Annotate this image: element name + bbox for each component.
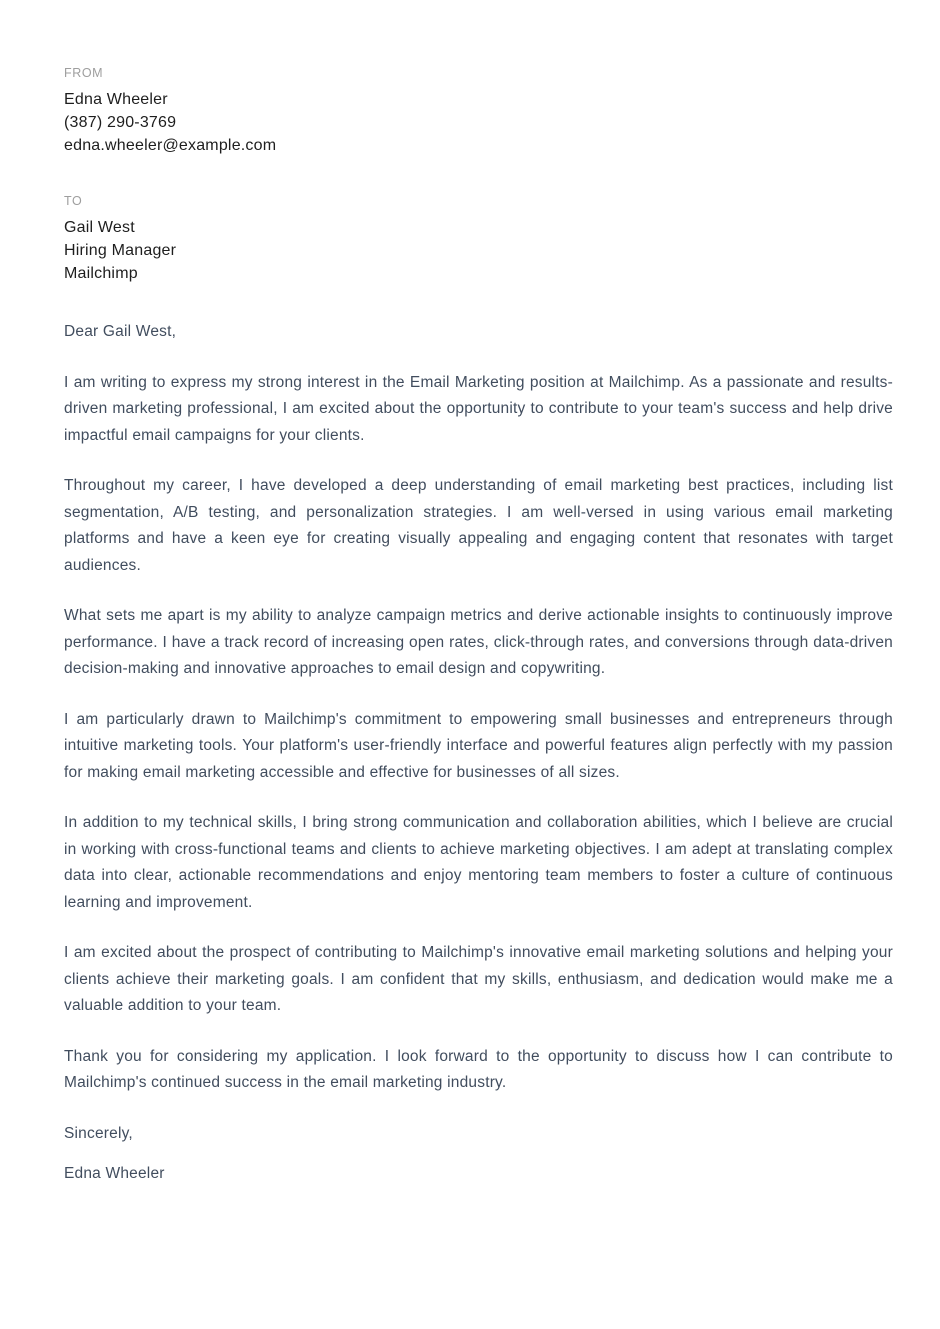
- salutation: Dear Gail West,: [64, 323, 177, 340]
- from-block: [64, 66, 893, 157]
- letter-paragraph: In addition to my technical skills, I bring strong communication and collaboration abilities, which I believe are crucial in working with cross-functional teams and clients to achieve marketing objectives. I am adept at translating complex data into clear, actionable recommendations and enjoy mentoring team members to foster a culture of continuous learning and improvement.: [64, 814, 893, 911]
- letter-body: [64, 319, 893, 1188]
- sender-phone: (387) 290-3769: [64, 114, 177, 131]
- recipient-name: Gail West: [64, 219, 135, 236]
- to-block: [64, 194, 893, 285]
- to-label: TO: [64, 194, 83, 208]
- closing: Sincerely,: [64, 1124, 133, 1142]
- sender-name: Edna Wheeler: [64, 91, 168, 108]
- recipient-company: Mailchimp: [64, 265, 138, 282]
- contact-header: [64, 66, 893, 285]
- signature: Edna Wheeler: [64, 1165, 165, 1182]
- letter-paragraph: I am particularly drawn to Mailchimp's commitment to empowering small businesses and entrepreneurs through intuitive marketing tools. Your platform's user-friendly interface and powerful features align perfectly with my passion for making email marketing accessible and effective for businesses of all sizes.: [64, 710, 893, 781]
- letter-paragraph: Throughout my career, I have developed a deep understanding of email marketing best practices, including list segmentation, A/B testing, and personalization strategies. I am well-versed in using various email marketing platforms and have a keen eye for creating visually appealing and engaging content that resonates with target audiences.: [64, 477, 893, 574]
- letter-paragraph: Thank you for considering my application. I look forward to the opportunity to discuss how I can contribute to Mailchimp's continued success in the email marketing industry.: [64, 1047, 893, 1091]
- letter-paragraph: I am excited about the prospect of contributing to Mailchimp's innovative email marketing solutions and helping your clients achieve their marketing goals. I am confident that my skills, enthusiasm, and dedication would make me a valuable addition to your team.: [64, 944, 893, 1014]
- recipient-title: Hiring Manager: [64, 242, 177, 259]
- sender-email: edna.wheeler@example.com: [64, 137, 277, 154]
- letter-paragraph: I am writing to express my strong interest in the Email Marketing position at Mailchimp. As a passionate and results-driven marketing professional, I am excited about the opportunity to contribute to your team's success and help drive impactful email campaigns for your clients.: [64, 373, 893, 444]
- letter-paragraph: What sets me apart is my ability to analyze campaign metrics and derive actionable insights to continuously improve performance. I have a track record of increasing open rates, click-through rates, and conversions through data-driven decision-making and innovative approaches to email design and copywriting.: [64, 607, 893, 677]
- from-label: FROM: [64, 66, 104, 80]
